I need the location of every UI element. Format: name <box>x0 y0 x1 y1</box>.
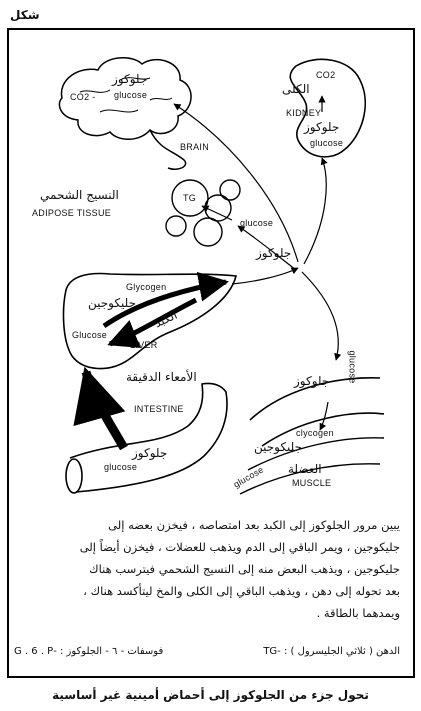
liver-ar-label: الكبد <box>152 307 180 331</box>
caption-line: يبين مرور الجلوكوز إلى الكبد بعد امتصاصه ، فيخزن بعضه إلى <box>108 518 400 532</box>
muscle-glucose-label: glucose <box>347 350 358 384</box>
adipose-cell-3 <box>194 218 222 246</box>
caption-line: جليكوجين ، ويمر الباقي إلى الدم ويذهب للعضلات ، فيخزن أيضاً إلى <box>79 540 400 554</box>
muscle-glycogen-label: clycogen <box>296 428 334 438</box>
brain-glucose-label: glucose <box>114 90 148 100</box>
adipose-label: ADIPOSE TISSUE <box>32 208 112 218</box>
kidney-label: KIDNEY <box>286 108 322 118</box>
muscle-label: MUSCLE <box>292 478 332 488</box>
intestine-end <box>66 459 82 493</box>
intestine-glucose-label: glucose <box>104 462 138 472</box>
tg-label: TG <box>183 193 197 203</box>
kidney-glucose-label: glucose <box>310 138 344 148</box>
intestine-label: INTESTINE <box>134 404 184 414</box>
abbreviation-legend <box>14 646 400 657</box>
liver-glycogen-label: Glycogen <box>126 282 167 292</box>
muscle-glucose-ar-label: جلوكوز <box>294 374 330 388</box>
blood-glucose-label: glucose <box>240 218 274 228</box>
kidney-ar-label: الكلى <box>282 82 310 96</box>
intestine-ar-label: الأمعاء الدقيقة <box>126 370 197 384</box>
intestine-to-liver-arrow <box>86 372 124 448</box>
arrow-muscle-glucose-to-glycogen <box>320 402 328 430</box>
liver-label: LIVER <box>130 340 158 350</box>
kidney-co2-label: CO2 <box>316 70 336 80</box>
caption-line: بعد تحوله إلى دهن ، ويذهب الباقي إلى الكلى والمخ ليتأكسد هناك ، <box>83 584 400 598</box>
arrow-blood-to-brain <box>174 104 298 262</box>
arrow-blood-to-kidney <box>304 158 326 264</box>
liver-glucose-label: Glucose <box>72 330 108 340</box>
liver-glycogen-ar-label: جليكوجين <box>88 296 137 310</box>
legend-tg: الدهن ( ثلاثي الجليسرول ) : -TG <box>263 646 400 657</box>
intestine-glucose-ar-label: جلوكوز <box>132 446 168 460</box>
caption-line: جليكوجين ، ويذهب البعض منه إلى النسيج الشحمي فيترسب هناك <box>89 562 400 576</box>
brain-glucose-ar-label: جلوكوز <box>112 72 148 86</box>
figure-label: شكل <box>10 8 40 22</box>
bottom-title: تحول جزء من الجلوكوز إلى أحماض أمينية غير أساسية <box>52 688 369 702</box>
brain-label: BRAIN <box>180 142 210 152</box>
arrow-blood-to-muscle <box>302 272 338 360</box>
brain-co2-label: CO2 - <box>70 92 96 102</box>
adipose-cell-5 <box>166 216 186 236</box>
muscle-glucose-label-2: glucose <box>231 464 266 490</box>
caption-line: ويمدهما بالطاقة . <box>316 606 400 620</box>
muscle-glycogen-ar-label: جليكوجين <box>254 440 303 454</box>
muscle-ar-label: العضلة <box>288 462 322 476</box>
figure-caption <box>14 514 400 624</box>
blood-glucose-ar-label: جلوكوز <box>256 246 292 260</box>
adipose-ar-label: النسيج الشحمي <box>40 188 119 202</box>
legend-g6p: فوسفات - ٦ - الجلوكوز : -G . 6 . P <box>14 646 164 657</box>
kidney-glucose-ar-label: جلوكوز <box>304 120 340 134</box>
adipose-cell-4 <box>220 180 240 200</box>
arrow-liver-to-blood <box>232 268 298 284</box>
